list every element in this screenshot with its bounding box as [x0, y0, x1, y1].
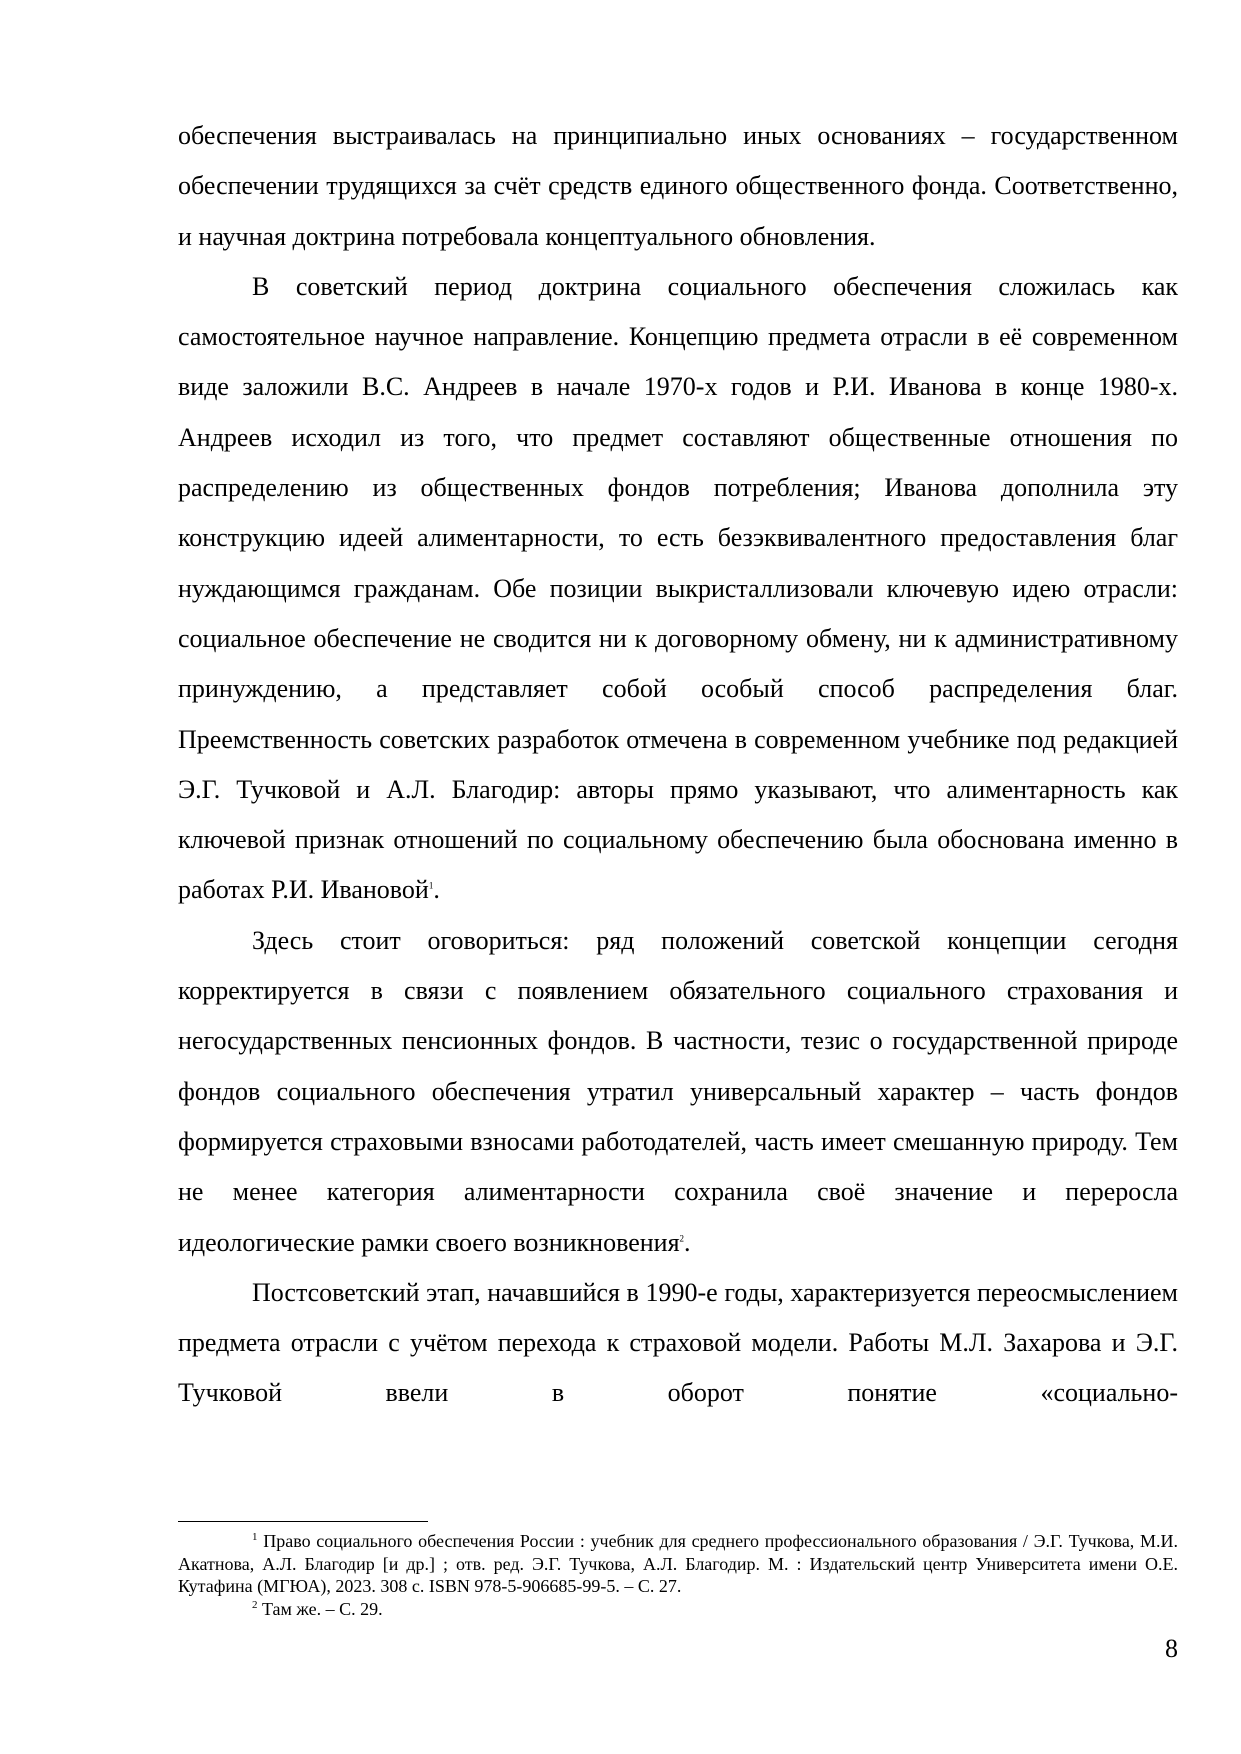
footnote-number-1: 1	[252, 1531, 258, 1543]
footnote-separator	[178, 1521, 428, 1522]
paragraph-soviet-period: В советский период доктрина социального обеспечения сложилась как самостоятельное научное направление. Концепцию предмета отрасли в её современном виде заложили В.С. Андреев в начале 1970-х годов и Р.И. Иванова в конце 1980-х. Андреев исходил из того, что предмет составляют общественные отношения по распределению из общественных фондов потребления; Иванова дополнила эту конструкцию идеей алиментарности, то есть безэквивалентного предоставления благ нуждающимся гражданам. Обе позиции выкристаллизовали ключевую идею отрасли: социальное обеспечение не сводится ни к договорному обмену, ни к административному принуждению, а представляет собой особый способ распределения благ. Преемственность советских разработок отмечена в современном учебнике под редакцией Э.Г. Тучковой и А.Л. Благодир: авторы прямо указывают, что алиментарность как ключевой признак отношений по социальному обеспечению была обоснована именно в работах Р.И. Ивановой$^1$.	[178, 271, 1178, 905]
footnote-ref-2[interactable]: 2	[679, 1232, 685, 1243]
paragraph-post-soviet: Постсоветский этап, начавшийся в 1990-е годы, характеризуется переосмыслением предмета отрасли с учётом перехода к страховой модели. Работы М.Л. Захарова и Э.Г. Тучковой ввели в оборот понятие «социально-	[178, 1277, 1178, 1408]
footnote-2	[178, 1598, 1178, 1621]
body-text	[178, 111, 1178, 1419]
footnote-number-2: 2	[252, 1598, 258, 1611]
paragraph-caveat: Здесь стоит оговориться: ряд положений советской концепции сегодня корректируется в связи с появлением обязательного социального страхования и негосударственных пенсионных фондов. В частности, тезис о государственной природе фондов социального обеспечения утратил универсальный характер – часть фондов формируется страховыми взносами работодателей, часть имеет смешанную природу. Тем не менее категория алиментарности сохранила своё значение и переросла идеологические рамки своего возникновения$^2$.	[178, 925, 1178, 1257]
footnote-ref-1[interactable]: 1	[428, 880, 434, 891]
paragraph-continuation: обеспечения выстраивалась на принципиально иных основаниях – государственном обеспечении трудящихся за счёт средств единого общественного фонда. Соответственно, и научная доктрина потребовала концептуального обновления.	[178, 121, 1178, 251]
page-number: 8	[1165, 1634, 1178, 1663]
footnotes	[178, 1530, 1178, 1620]
footnote-1	[178, 1530, 1178, 1598]
footnote-text-2: Там же. – С. 29.	[262, 1598, 383, 1619]
footnote-text-1: Право социального обеспечения России : учебник для среднего профессионального образования / Э.Г. Тучкова, М.И. Акатнова, А.Л. Благодир [и др.] ; отв. ред. Э.Г. Тучкова, А.Л. Благодир. М. : Издательский центр Университета имени О.Е. Кутафина (МГЮА), 2023. 308 с. ISBN 978-5-906685-99-5. – С. 27.	[178, 1531, 1179, 1596]
